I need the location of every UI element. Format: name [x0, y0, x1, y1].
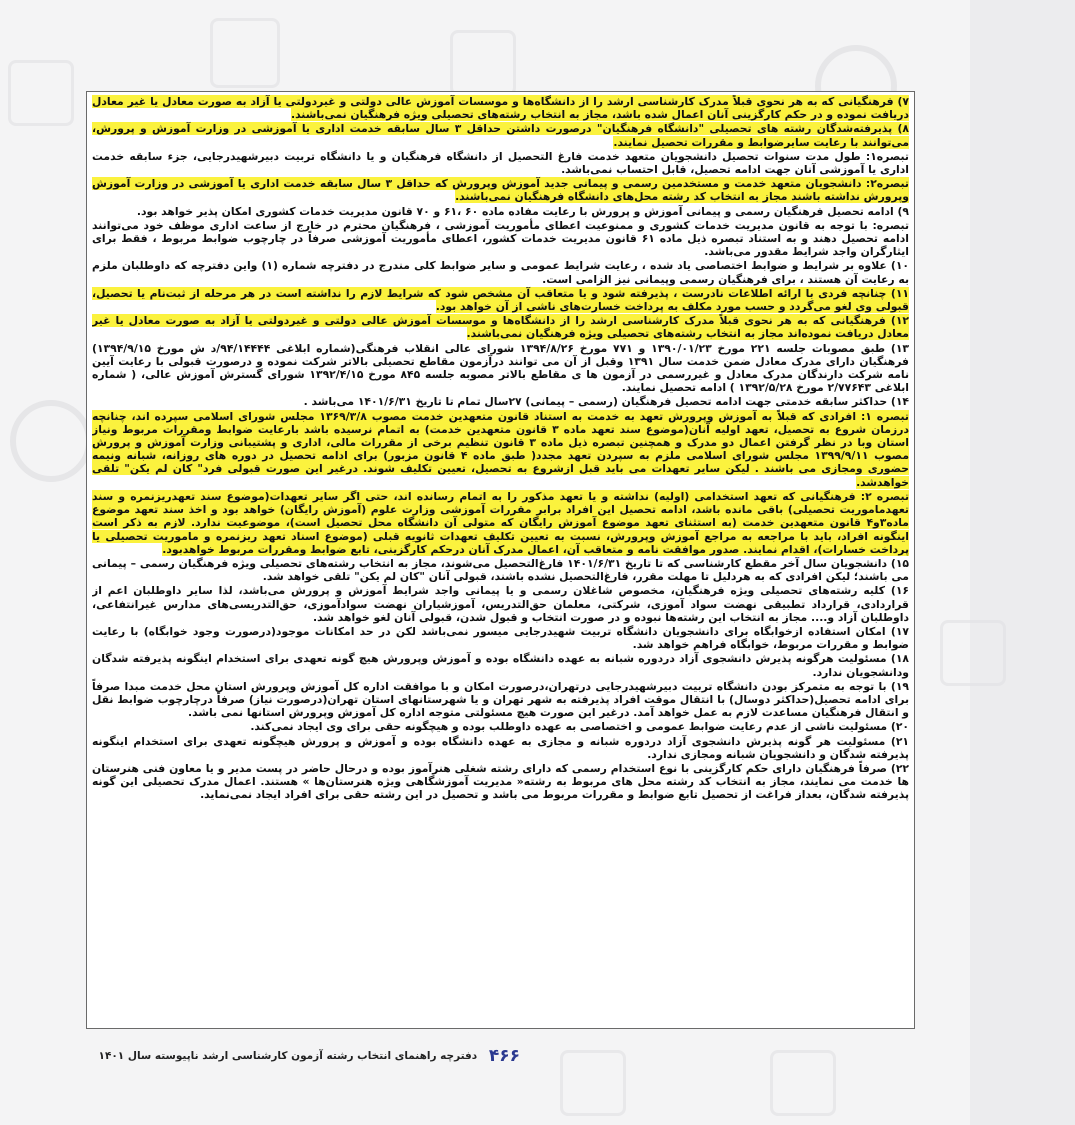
paragraph	[92, 259, 909, 285]
paragraph	[92, 342, 909, 395]
paragraph-text: ۱۵) دانشجویان سال آخر مقطع کارشناسی که تا تاریخ ۱۴۰۱/۶/۳۱ فارغ‌التحصیل می‌شوند، مجاز به انتخاب رشته‌های تحصیلی ویژه فرهنگیان رسمی – پیمانی می باشند؛ لیکن افرادی که به هردلیل تا مهلت مقرر، فارغ‌التحصیل نشده باشند، قبولی آنان "کان لم یکن" تلقی خواهد شد.	[92, 556, 909, 584]
paragraph	[92, 314, 909, 340]
highlighted-text: تبصره ۱: افرادی که قبلاً به آموزش وپرورش تعهد به خدمت به استناد قانون متعهدین خدمت مصوب ۱۳۶۹/۳/۸ مجلس شورای اسلامی سپرده اند، چنانچه درزمان شروع به تحصیل، تعهد اولیه آنان(موضوع سند تعهد ماده ۳ قانون متعهدین خدمت) به اتمام نرسیده باشد بارعایت ضوابط ومقررات مربوط ونیاز استان وبا در نظر گرفتن اعمال دو مدرک و همچنین تبصره ذیل ماده ۳ قانون تنظیم برخی از مقررات مالی، اداری و پشتیبانی وزارت آموزش و پرورش مصوب ۱۳۹۹/۹/۱۱ مجلس شورای اسلامی ملزم به سپردن تعهد مجدد( طبق ماده ۴ قانون مزبور) برای ادامه تحصیل در دوره های روزانه، شبانه ونیمه حضوری ومجازی می باشند . لیکن سایر تعهدات می باید قبل ازشروع به تحصیل، تعیین تکلیف شوند. درغیر این صورت قبولی فرد" کان لم یکن" تلقی خواهدشد.	[92, 409, 909, 489]
paragraph-text: تبصره۱: طول مدت سنوات تحصیل دانشجویان متعهد خدمت فارغ التحصیل از دانشگاه فرهنگیان و یا دانشگاه تربیت دبیرشهیدرجایی، جزء سابقه خدمت اداری یا آموزشی آنان جهت ادامه تحصیل، قابل احتساب نمی‌باشد.	[92, 149, 909, 177]
watermark-logo	[770, 1050, 836, 1116]
paragraph	[92, 150, 909, 176]
paragraph-text: ۱۳) طبق مصوبات جلسه ۲۲۱ مورخ ۱۳۹۰/۰۱/۲۳ و ۷۷۱ مورخ ۱۳۹۴/۸/۲۶ شورای عالی انقلاب فرهنگی(شماره ابلاغی ۹۴/۱۴۴۴۴/د ش مورخ ۱۳۹۴/۹/۱۵) فرهنگیان دارای مدرک معادل ضمن خدمت سال ۱۳۹۱ وقبل از آن می توانند درآزمون مقاطع تحصیلی بالاتر شرکت نموده و درصورت قبولی با رعایت آیین نامه شرکت دارندگان مدرک معادل و غیررسمی در آزمون ها ی مقاطع بالاتر مصوبه جلسه ۸۴۵ مورخ ۱۳۹۲/۴/۱۵ شورای گسترش آموزش عالی، ( شماره ابلاغی ۲/۷۷۶۴۳ مورخ ۱۳۹۲/۵/۲۸ ) ادامه تحصیل نمایند.	[92, 341, 909, 395]
highlighted-text: ۱۱) چنانچه فردی با ارائه اطلاعات نادرست ، پذیرفته شود و یا متعاقب آن مشخص شود که شرایط لازم را نداشته است در هر مرحله از ثبت‌نام یا تحصیل، قبولی وی لغو می‌گردد و حسب مورد مکلف به پرداخت خسارت‌های ناشی از آن خواهد بود.	[92, 286, 909, 314]
paragraph-text: ۱۴) حداکثر سابقه خدمتی جهت ادامه تحصیل فرهنگیان (رسمی – پیمانی) ۲۷سال تمام تا تاریخ ۱۴۰۱/۶/۳۱ می‌باشد .	[303, 395, 909, 409]
highlighted-text: تبصره۲: دانشجویان متعهد خدمت و مستخدمین رسمی و پیمانی جدید آموزش وپرورش که حداقل ۳ سال سابقه خدمت اداری یا آموزشی در وزارت آموزش وپرورش نداشته باشند مجاز به انتخاب کد رشته محل‌های دانشگاه فرهنگیان نمی‌باشند.	[92, 177, 909, 204]
paragraph-text: ۱۶) کلیه رشته‌های تحصیلی ویژه فرهنگیان، مخصوص شاغلان رسمی و یا پیمانی واجد شرایط آموزش و پرورش می‌باشد، لذا سایر داوطلبان اعم از قراردادی، قرارداد تطبیقی نهضت سواد آموزی، شرکتی، معلمان حق‌التدریس، آموزشیاران نهضت سوادآموزی، حق‌التدریسی‌های مدارس غیرانتفاعی، داوطلبان آزاد و.... مجاز به انتخاب این رشته‌ها نبوده و در صورت انتخاب و قبول شدن، قبولی آنان لغو خواهد شد.	[92, 584, 909, 624]
paragraph	[92, 625, 909, 651]
paragraph	[92, 584, 909, 624]
page-number: ۴۶۶	[488, 1046, 520, 1066]
highlighted-text: ۷) فرهنگیانی که به هر نحوی قبلاً مدرک کارشناسی ارشد را از دانشگاه‌ها و موسسات آموزش عالی دولتی و غیردولتی یا آزاد به صورت معادل یا غیر معادل دریافت نموده و در حکم کارگزینی آنان اعمال شده باشد، مجاز به انتخاب رشته‌های تحصیلی ویژه فرهنگیان نمی‌باشند.	[92, 95, 909, 122]
document-body	[92, 95, 909, 1025]
watermark-logo	[940, 620, 1006, 686]
paragraph	[92, 652, 909, 678]
watermark-e-icon	[10, 400, 92, 482]
footer-caption: دفترچه راهنمای انتخاب رشته آزمون کارشناسی ارشد ناپیوسته سال ۱۴۰۱	[98, 1050, 478, 1062]
paragraph	[92, 219, 909, 259]
paragraph	[92, 490, 909, 556]
paragraph	[92, 287, 909, 313]
paragraph	[92, 122, 909, 148]
page-footer	[60, 1046, 520, 1066]
paragraph	[92, 410, 909, 489]
highlighted-text: ۱۲) فرهنگیانی که به هر نحوی قبلاً مدرک کارشناسی ارشد را از دانشگاه‌ها و موسسات آموزش عالی دولتی و غیردولتی یا آزاد به صورت معادل یا غیر معادل دریافت نموده‌اند مجاز به انتخاب رشته‌های تحصیلی ویژه فرهنگیان نمی‌باشند.	[92, 314, 909, 341]
paragraph-text: ۲۲) صرفاً فرهنگیان دارای حکم کارگزینی با نوع استخدام رسمی که دارای رشته شغلی هنرآموز بوده و درحال حاضر در پست مدیر و یا معاون فنی هنرستان ها خدمت می نمایند، مجاز به انتخاب کد رشته محل های مربوط به رشته« مدیریت آموزشگاهی ویژه هنرستان‌ها » هستند. اعمال مدرک تحصیلی این گونه پذیرفته شدگان، بعداز فراغت از تحصیل تابع ضوابط و مقررات مربوط می باشد و تحصیل در این رشته حقی برای افراد ایجاد نمی‌نماید.	[92, 761, 909, 802]
paragraph-text: ۱۰) علاوه بر شرایط و ضوابط اختصاصی یاد شده ، رعایت شرایط عمومی و سایر ضوابط کلی مندرج در دفترچه شماره (۱) واین دفترچه که داوطلبان ملزم به رعایت آن هستند ، برای فرهنگیان رسمی وپیمانی نیز الزامی است.	[92, 259, 909, 286]
paragraph	[92, 762, 909, 802]
watermark-logo	[560, 1050, 626, 1116]
paragraph	[92, 177, 909, 203]
paragraph	[92, 95, 909, 121]
paragraph	[92, 395, 909, 408]
watermark-logo	[450, 30, 516, 96]
paragraph-text: تبصره: با توجه به قانون مدیریت خدمات کشوری و ممنوعیت اعطای مأموریت آموزشی ، فرهنگیان محترم در خارج از ساعت اداری موظف خود می‌توانند ادامه تحصیل دهند و به استناد تبصره ذیل ماده ۶۱ قانون مدیریت خدمات کشور، اعطای مأموریت آموزشی صرفاً در چارچوب ضوابط مربوط ، فقط برای ایثارگران واجد شرایط مقدور می‌باشد.	[92, 218, 909, 259]
paragraph-text: ۱۷) امکان استفاده ازخوابگاه برای دانشجویان دانشگاه تربیت شهیدرجایی میسور نمی‌باشد لکن در حد امکانات موجود(درصورت وجود خوابگاه) با رعایت ضوابط و مقررات مربوط، خوابگاه فراهم خواهد شد.	[92, 624, 909, 652]
paragraph-text: ۲۱) مسئولیت هر گونه پذیرش دانشجوی آزاد دردوره شبانه و مجازی به عهده دانشگاه بوده و آموزش و پرورش هیچگونه تعهدی برای استخدام اینگونه پذیرفته شدگان و دانشجویان شبانه ومجازی ندارد.	[92, 734, 909, 761]
highlighted-text: تبصره ۲: فرهنگیانی که تعهد استخدامی (اولیه) نداشته و یا تعهد مذکور را به اتمام رسانده اند، حتی اگر سایر تعهدات(موضوع سند تعهدریزنمره و سند تعهدماموریت تحصیلی) باقی مانده باشد، ادامه تحصیل این افراد برابر مقررات آموزشی وزارت علوم (آموزش رایگان) خواهد بود و اخذ سند تعهد موضوع ماده۳و۴ قانون متعهدین خدمت (به استثنای تعهد موضوع آموزش رایگان که متولی آن دانشگاه محل تحصیل است)، موضوعیت ندارد. لازم به ذکر است اینگونه افراد، باید با مراجعه به مراجع آموزش وپرورش، نسبت به تعیین تکلیف تعهدات ثانویه قبلی (موضوع اسناد تعهد ریزنمره و ماموریت تحصیلی یا پرداخت خسارات)، اقدام نمایند. صدور موافقت نامه و متعاقب آن، اعمال مدرک آنان درحکم کارگزینی، تابع ضوابط ومقررات مربوط خواهدبود.	[92, 489, 909, 556]
paragraph-text: ۲۰) مسئولیت ناشی از عدم رعایت ضوابط عمومی و اختصاصی به عهده داوطلب بوده و هیچگونه حقی برای وی ایجاد نمی‌کند.	[250, 720, 909, 734]
highlighted-text: ۸) پذیرفته‌شدگان رشته های تحصیلی "دانشگاه فرهنگیان" درصورت داشتن حداقل ۳ سال سابقه خدمت اداری یا آموزشی در وزارت آموزش و پرورش، می‌توانند با رعایت سایرضوابط و مقررات تحصیل نمایند.	[92, 122, 909, 149]
paragraph-text: ۱۸) مسئولیت هرگونه پذیرش دانشجوی آزاد دردوره شبانه به عهده دانشگاه بوده و آموزش وپرورش هیچ گونه تعهدی برای استخدام اینگونه پذیرفته شدگان ودانشجویان ندارد.	[92, 652, 909, 679]
paragraph	[92, 205, 909, 218]
paragraph	[92, 557, 909, 583]
side-band	[970, 0, 1075, 1125]
paragraph-text: ۹) ادامه تحصیل فرهنگیان رسمی و پیمانی آموزش و پرورش با رعایت مفاده ماده ۶۰ ،۶۱ و ۷۰ قانون مدیریت خدمات کشوری امکان پذیر خواهد بود.	[136, 204, 909, 218]
paragraph-text: ۱۹) با توجه به متمرکز بودن دانشگاه تربیت دبیرشهیدرجایی درتهران،درصورت امکان و با موافقت اداره کل آموزش وپرورش استان محل خدمت مبدا صرفاً برای ادامه تحصیل(حداکثر دوسال) با انتقال موقت افراد پذیرفته به شهر تهران و یا شهرستانهای استان تهران(درصورت نیاز) صرفاً درچارچوب ضوابط نقل و انتقال فرهنگیان مساعدت لازم به عمل خواهد آمد. درغیر این صورت هیچ مسئولتی متوجه اداره کل آموزش وپرورش استانها نمی باشد.	[92, 679, 909, 720]
paragraph	[92, 680, 909, 720]
watermark-logo	[210, 18, 280, 88]
paragraph	[92, 720, 909, 733]
watermark-logo	[8, 60, 74, 126]
paragraph	[92, 735, 909, 761]
